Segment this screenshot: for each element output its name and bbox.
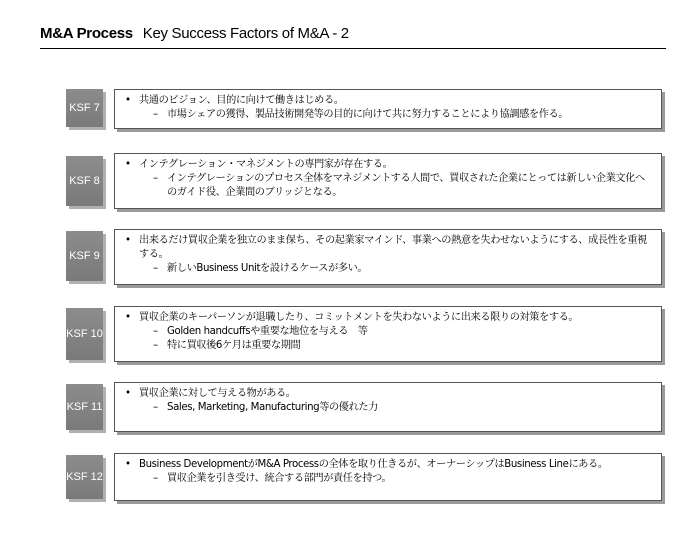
sub-text: 新しいBusiness Unitを設けるケースが多い。 (167, 263, 368, 274)
bullet-text: インテグレーション・マネジメントの専門家が存在する。 (139, 159, 393, 170)
sub-item: – 特に買収後6ケ月は重要な期間 (125, 339, 653, 353)
ksf-content (114, 89, 662, 129)
ksf-content (114, 382, 662, 432)
ksf-label: KSF 11 (66, 384, 103, 430)
sub-text: 特に買収後6ケ月は重要な期間 (167, 340, 301, 351)
ksf-content (114, 306, 662, 362)
ksf-label: KSF 9 (66, 231, 103, 281)
page-title (40, 25, 349, 42)
bullet-text: 買収企業のキーパーソンが退職したり、コミットメントを失わないように出来る限りの対策をする。 (139, 312, 579, 323)
bullet-item: • 共通のビジョン、目的に向けて働きはじめる。 (125, 94, 653, 108)
title-main: M&A Process (40, 25, 133, 42)
bullet-text: 出来るだけ買収企業を独立のまま保ち、その起業家マインド、事業への熱意を失わせないようにする、成長性を重視する。 (139, 235, 647, 260)
sub-item: – Sales, Marketing, Manufacturing等の優れた力 (125, 401, 653, 415)
bullet-item: • 出来るだけ買収企業を独立のまま保ち、その起業家マインド、事業への熱意を失わせないようにする、成長性を重視する。 (125, 234, 653, 262)
bullet-text: 共通のビジョン、目的に向けて働きはじめる。 (139, 95, 344, 106)
bullet-item: • Business DevelopmentがM&A Processの全体を取り仕きるが、オーナーシップはBusiness Lineにある。 (125, 458, 653, 472)
ksf-label: KSF 7 (66, 89, 103, 127)
bullet-item: • 買収企業のキーパーソンが退職したり、コミットメントを失わないように出来る限りの対策をする。 (125, 311, 653, 325)
sub-item: – 買収企業を引き受け、統合する部門が責任を持つ。 (125, 472, 653, 486)
sub-text: インテグレーションのプロセス全体をマネジメントする人間で、買収された企業にとっては新しい企業文化へのガイド役、企業間のブリッジとなる。 (167, 173, 645, 198)
title-divider (40, 48, 666, 49)
bullet-text: Business DevelopmentがM&A Processの全体を取り仕きるが、オーナーシップはBusiness Lineにある。 (139, 459, 608, 470)
bullet-item: • 買収企業に対して与える物がある。 (125, 387, 653, 401)
sub-text: 買収企業を引き受け、統合する部門が責任を持つ。 (167, 473, 392, 484)
sub-item: – 市場シェアの獲得、製品技術開発等の目的に向けて共に努力することにより協調感を作る。 (125, 108, 653, 122)
ksf-label: KSF 10 (66, 308, 103, 360)
sub-item: – 新しいBusiness Unitを設けるケースが多い。 (125, 262, 653, 276)
sub-item: – Golden handcuffsや重要な地位を与える 等 (125, 325, 653, 339)
sub-text: Golden handcuffsや重要な地位を与える 等 (167, 326, 368, 337)
sub-text: Sales, Marketing, Manufacturing等の優れた力 (167, 402, 378, 413)
bullet-text: 買収企業に対して与える物がある。 (139, 388, 296, 399)
bullet-item: • インテグレーション・マネジメントの専門家が存在する。 (125, 158, 653, 172)
ksf-content (114, 153, 662, 209)
sub-text: 市場シェアの獲得、製品技術開発等の目的に向けて共に努力することにより協調感を作る。 (167, 109, 569, 120)
sub-item: – インテグレーションのプロセス全体をマネジメントする人間で、買収された企業にとっては新しい企業文化へのガイド役、企業間のブリッジとなる。 (125, 172, 653, 200)
ksf-label: KSF 12 (66, 455, 103, 499)
ksf-content (114, 453, 662, 501)
ksf-content (114, 229, 662, 285)
ksf-label: KSF 8 (66, 156, 103, 206)
title-sub: Key Success Factors of M&A - 2 (142, 25, 349, 42)
